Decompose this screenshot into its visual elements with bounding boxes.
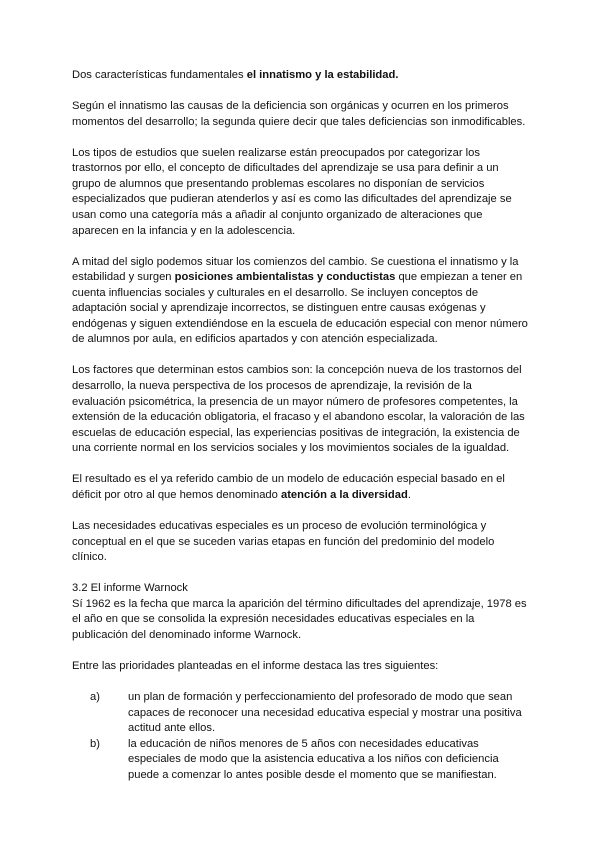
paragraph-4-text-a: A mitad del siglo podemos situar los comienzos del cambio. Se cuestiona el innatismo y la estabilidad y surgen [72,255,519,284]
paragraph-4-bold: posiciones ambientalistas y conductistas [174,271,396,284]
paragraph-4-text-b: que empiezan a tener en cuenta influencias sociales y culturales en el desarrollo. Se incluyen conceptos de adaptación social y aprendizaje incorrectos, se distinguen entre causas exógenas y endógenas y siguen extendiéndose en la escuela de educación especial con menor número de alumnos por aula, en edificios apartados y con atención especializada. [72,271,528,346]
section-heading: 3.2 El informe Warnock [72,582,188,595]
paragraph-8 [72,581,528,643]
paragraph-5: Los factores que determinan estos cambios son: la concepción nueva de los trastornos del desarrollo, la nueva perspectiva de los procesos de aprendizaje, la revisión de la evaluación psicométrica, la presencia de un mayor número de profesores competentes, la extensión de la educación obligatoria, el fracaso y el abandono escolar, la valoración de las escuelas de educación especial, las experiencias positivas de integración, la existencia de una corriente normal en los servicios sociales y los movimientos sociales de la igualdad. [72,364,525,455]
paragraph-4 [72,255,528,349]
priorities-list [72,690,528,784]
list-item [90,737,528,784]
paragraph-7: Las necesidades educativas especiales es un proceso de evolución terminológica y conceptual en el que se suceden varias etapas en función del predominio del modelo clínico. [72,520,495,564]
paragraph-6-text-a: El resultado es el ya referido cambio de un modelo de educación especial basado en el déficit por otro al que hemos denominado [72,473,505,502]
paragraph-1-bold: el innatismo y la estabilidad. [246,69,399,81]
paragraph-6-bold: atención a la diversidad [280,489,408,502]
paragraph-6 [72,472,528,503]
paragraph-9: Entre las prioridades planteadas en el informe destaca las tres siguientes: [72,659,439,672]
paragraph-1-text: Dos características fundamentales [72,69,247,81]
paragraph-3: Los tipos de estudios que suelen realizarse están preocupados por categorizar los trastornos por ello, el concepto de dificultades del aprendizaje se usa para definir a un grupo de alumnos que presentando problemas escolares no disponían de servicios especializados que pudieran atenderlos y así es como las dificultades del aprendizaje se usan como una categoría más a añadir al conjunto organizado de alteraciones que aparecen en la infancia y en la adolescencia. [72,146,512,237]
list-item-text: un plan de formación y perfeccionamiento del profesorado de modo que sean capaces de reconocer una necesidad educativa especial y mostrar una positiva actitud ante ellos. [128,690,522,735]
paragraph-1 [72,68,528,84]
paragraph-2: Según el innatismo las causas de la deficiencia son orgánicas y ocurren en los primeros momentos del desarrollo; la segunda quiere decir que tales deficiencias son inmodificables. [72,99,526,128]
list-item [90,690,528,737]
list-item-text: la educación de niños menores de 5 años con necesidades educativas especiales de modo que la asistencia educativa a los niños con deficiencia puede a comenzar lo antes posible desde el momento que se manifiestan. [128,737,499,781]
list-marker: b) [90,737,100,750]
list-marker: a) [90,690,100,703]
paragraph-8-text: Sí 1962 es la fecha que marca la aparición del término dificultades del aprendizaje, 1978 es el año en que se consolida la expresión necesidades educativas especiales en la publicación del denominado informe Warnock. [72,597,527,641]
paragraph-6-text-b: . [407,489,411,502]
